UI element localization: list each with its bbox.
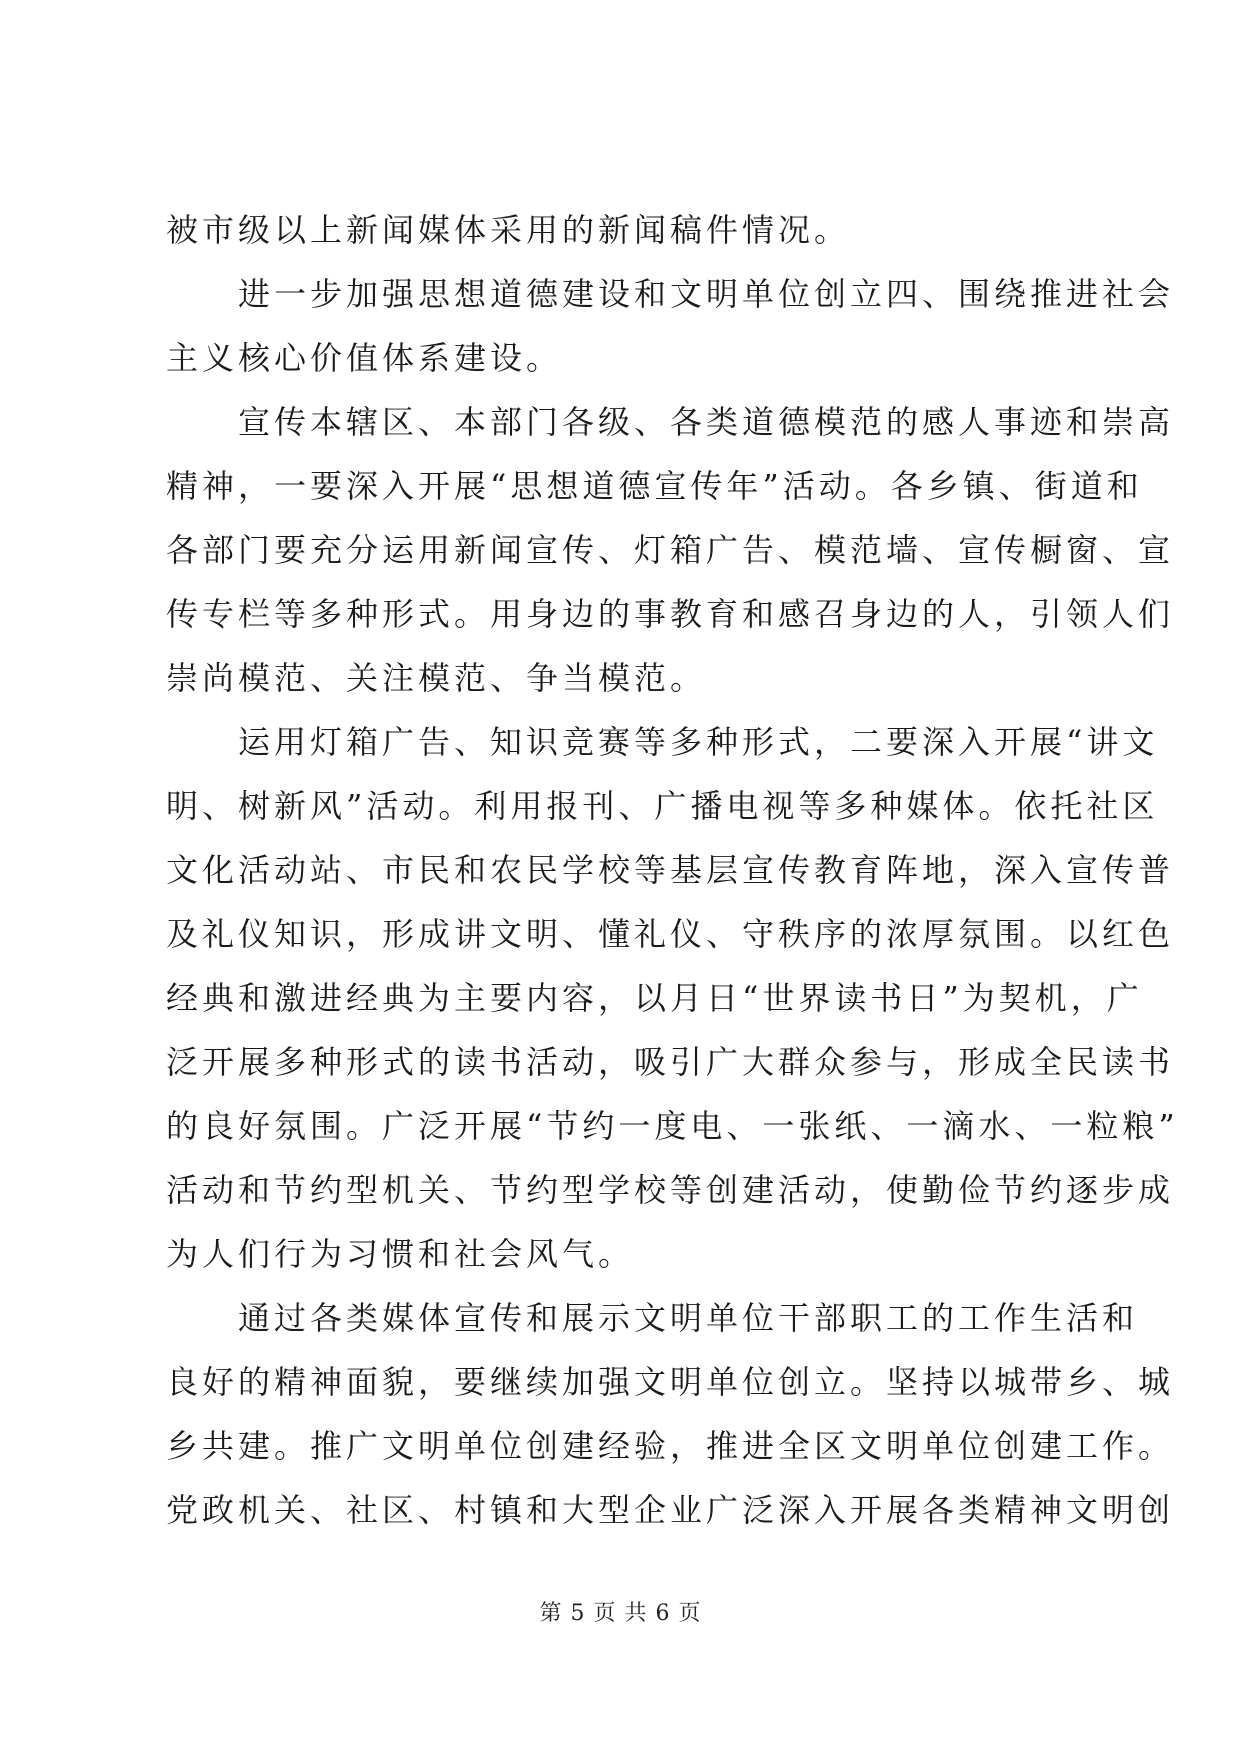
paragraph — [166, 1286, 1175, 1542]
paragraph-line: 党政机关、社区、村镇和大型企业广泛深入开展各类精神文明创 — [166, 1491, 1175, 1529]
paragraph-line: 各部门要充分运用新闻宣传、灯箱广告、模范墙、宣传橱窗、宣 — [166, 531, 1175, 569]
paragraph — [166, 390, 1175, 710]
paragraph-line: 通过各类媒体宣传和展示文明单位干部职工的工作生活和 — [238, 1299, 1139, 1337]
paragraph — [166, 710, 1179, 1286]
paragraph-line: 传专栏等多种形式。用身边的事教育和感召身边的人，引领人们 — [166, 595, 1175, 633]
paragraph-line: 为人们行为习惯和社会风气。 — [166, 1235, 635, 1273]
paragraph-line: 经典和激进经典为主要内容，以月日“世界读书日”为契机，广 — [166, 979, 1143, 1017]
paragraph — [166, 262, 1175, 390]
paragraph-line: 主义核心价值体系建设。 — [166, 339, 563, 377]
paragraph-line: 泛开展多种形式的读书活动，吸引广大群众参与，形成全民读书 — [166, 1043, 1175, 1081]
paragraph-line: 被市级以上新闻媒体采用的新闻稿件情况。 — [166, 211, 851, 249]
page-footer: 第 5 页 共 6 页 — [539, 1601, 702, 1626]
paragraph-line: 及礼仪知识，形成讲文明、懂礼仪、守秩序的浓厚氛围。以红色 — [166, 915, 1175, 953]
paragraph — [166, 198, 1086, 262]
paragraph-line: 崇尚模范、关注模范、争当模范。 — [166, 659, 707, 697]
paragraph-line: 精神，一要深入开展“思想道德宣传年”活动。各乡镇、街道和 — [166, 467, 1143, 505]
paragraph-line: 活动和节约型机关、节约型学校等创建活动，使勤俭节约逐步成 — [166, 1171, 1175, 1209]
paragraph-line: 明、树新风”活动。利用报刊、广播电视等多种媒体。依托社区 — [166, 787, 1159, 825]
paragraph-line: 进一步加强思想道德建设和文明单位创立四、围绕推进社会 — [238, 275, 1175, 313]
paragraph-line: 宣传本辖区、本部门各级、各类道德模范的感人事迹和崇高 — [238, 403, 1175, 441]
paragraph-line: 良好的精神面貌，要继续加强文明单位创立。坚持以城带乡、城 — [166, 1363, 1175, 1401]
paragraph-line: 乡共建。推广文明单位创建经验，推进全区文明单位创建工作。 — [166, 1427, 1175, 1465]
paragraph-line: 运用灯箱广告、知识竞赛等多种形式，二要深入开展“讲文 — [238, 723, 1159, 761]
paragraph-line: 的良好氛围。广泛开展“节约一度电、一张纸、一滴水、一粒粮” — [166, 1107, 1179, 1145]
paragraph-line: 文化活动站、市民和农民学校等基层宣传教育阵地，深入宣传普 — [166, 851, 1175, 889]
document-body — [166, 198, 1179, 1542]
